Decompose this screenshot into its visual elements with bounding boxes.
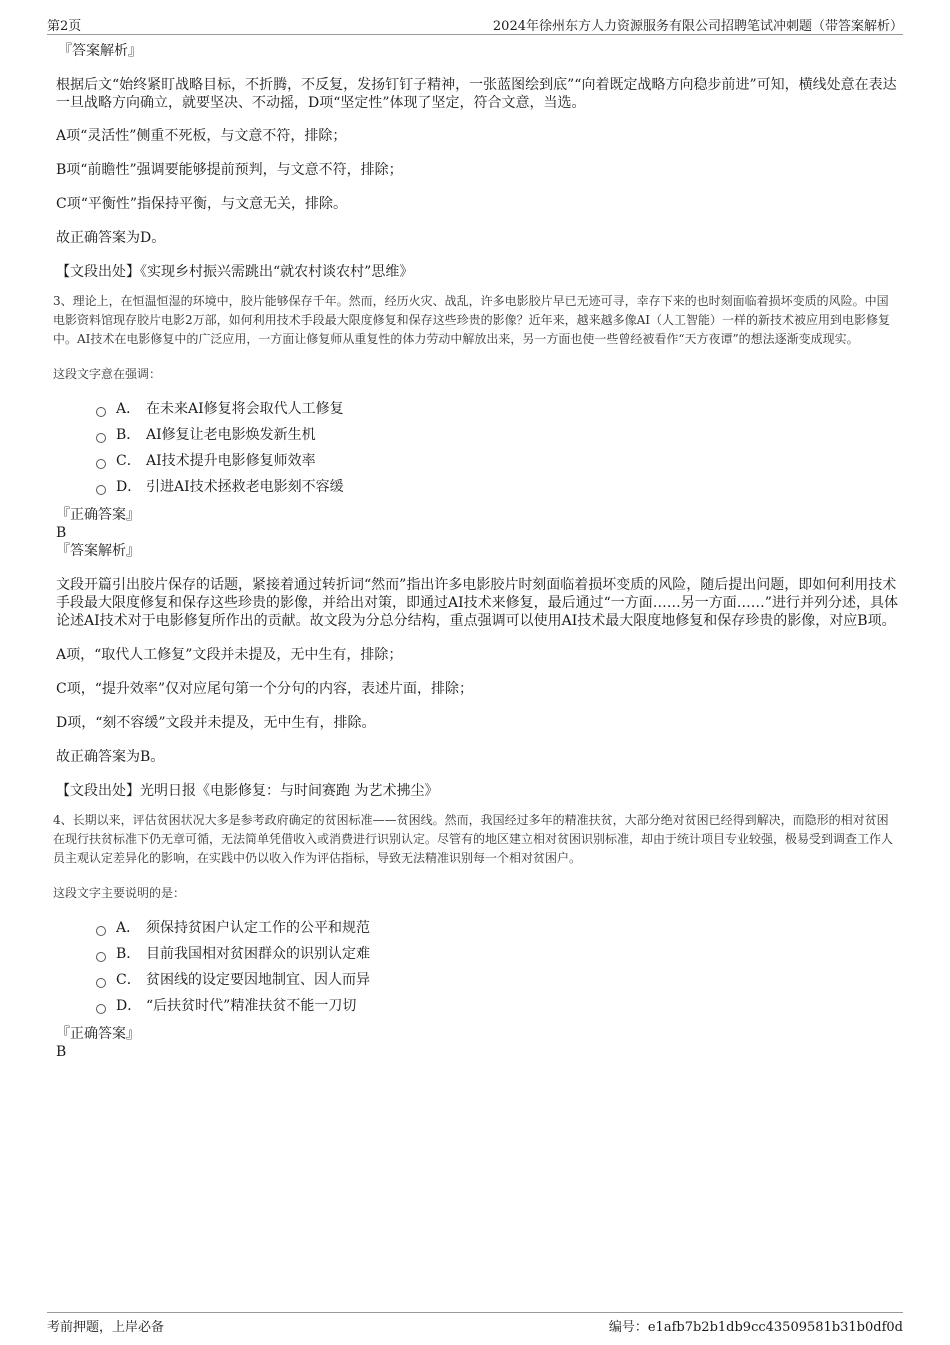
correct-answer-value: B: [56, 525, 67, 541]
conclusion: 故正确答案为D。: [56, 230, 166, 246]
analysis-line: B项“前瞻性”强调要能够提前预判，与文意不符，排除；: [56, 162, 403, 178]
page-header: [47, 14, 903, 35]
option-b[interactable]: [96, 941, 898, 967]
analysis-paragraph: 根据后文“始终紧盯战略目标，不折腾，不反复，发扬钉钉子精神，一张蓝图绘到底”“向着既定战略方向稳步前进”可知，横线处意在表达一旦战略方向确立，就要坚决、不动摇，D项“坚定性”体现了坚定，符合文意，当选。: [56, 77, 897, 111]
option-text: 贫困线的设定要因地制宜、因人而异: [146, 972, 370, 988]
option-list: [96, 915, 898, 1019]
footer-slogan: 考前押题，上岸必备: [47, 1320, 165, 1335]
source-citation: 【文段出处】光明日报《电影修复：与时间赛跑 为艺术拂尘》: [56, 783, 439, 799]
option-letter: D．: [116, 479, 142, 495]
radio-button[interactable]: [96, 952, 106, 962]
analysis-line: D项，“刻不容缓”文段并未提及，无中生有，排除。: [56, 715, 376, 731]
option-letter: B．: [116, 427, 141, 443]
analysis-line: C项“平衡性”指保持平衡，与文意无关，排除。: [56, 196, 348, 212]
question-passage: 4、长期以来，评估贫困状况大多是参考政府确定的贫困标准——贫困线。然而，我国经过多年的精准扶贫，大部分绝对贫困已经得到解决，而隐形的相对贫困在现行扶贫标准下仍无章可循，无法简单凭借收入或消费进行识别认定。尽管有的地区建立相对贫困识别标准，却由于统计项目专业较强，极易受到调查工作人员主观认定差异化的影响，在实践中仍以收入作为评估指标，导致无法精准识别每一个相对贫困户。: [53, 813, 894, 865]
conclusion: 故正确答案为B。: [56, 749, 165, 765]
correct-answer-heading: 『正确答案』: [56, 507, 140, 523]
option-text: 目前我国相对贫困群众的识别认定难: [146, 946, 370, 962]
option-text: 须保持贫困户认定工作的公平和规范: [146, 920, 370, 936]
option-letter: A．: [116, 920, 141, 936]
correct-answer-heading: 『正确答案』: [56, 1026, 140, 1042]
option-list: [96, 396, 898, 500]
page-footer: [47, 1312, 903, 1335]
radio-button[interactable]: [96, 978, 106, 988]
option-letter: A．: [116, 401, 141, 417]
document-title: 2024年徐州东方人力资源服务有限公司招聘笔试冲刺题（带答案解析）: [492, 19, 903, 34]
option-text: AI修复让老电影焕发新生机: [146, 427, 316, 443]
correct-answer-value: B: [56, 1044, 67, 1060]
page-content: [53, 42, 898, 1061]
analysis-paragraph: 文段开篇引出胶片保存的话题，紧接着通过转折词“然而”指出许多电影胶片时刻面临着损坏变质的风险，随后提出问题，即如何利用技术手段最大限度修复和保存这些珍贵的影像，并给出对策，即通过AI技术来修复，最后通过“一方面……另一方面……”进行并列分述，具体论述AI技术对于电影修复所作出的贡献。故文段为分总分结构，重点强调可以使用AI技术最大限度地修复和保存珍贵的影像，对应B项。: [56, 577, 898, 629]
option-c[interactable]: [96, 448, 898, 474]
analysis-line: A项“灵活性”侧重不死板，与文意不符，排除；: [56, 128, 347, 144]
radio-button[interactable]: [96, 433, 106, 443]
document-id: 编号：e1afb7b2b1db9cc43509581b31b0df0d: [608, 1320, 903, 1335]
page-number: 第2页: [47, 19, 82, 34]
option-b[interactable]: [96, 422, 898, 448]
analysis-heading: 『答案解析』: [58, 43, 142, 59]
option-a[interactable]: [96, 396, 898, 422]
option-text: “后扶贫时代”精准扶贫不能一刀切: [146, 998, 357, 1014]
option-letter: D．: [116, 998, 142, 1014]
option-c[interactable]: [96, 967, 898, 993]
radio-button[interactable]: [96, 407, 106, 417]
option-letter: C．: [116, 972, 141, 988]
option-letter: B．: [116, 946, 141, 962]
analysis-line: C项，“提升效率”仅对应尾句第一个分句的内容，表述片面，排除；: [56, 681, 474, 697]
analysis-line: A项，“取代人工修复”文段并未提及，无中生有，排除；: [56, 647, 403, 663]
option-d[interactable]: [96, 993, 898, 1019]
radio-button[interactable]: [96, 926, 106, 936]
option-text: 引进AI技术拯救老电影刻不容缓: [146, 479, 344, 495]
option-a[interactable]: [96, 915, 898, 941]
radio-button[interactable]: [96, 485, 106, 495]
option-text: AI技术提升电影修复师效率: [146, 453, 316, 469]
analysis-heading: 『答案解析』: [56, 543, 140, 559]
question-prompt: 这段文字意在强调：: [53, 367, 162, 381]
option-d[interactable]: [96, 474, 898, 500]
option-text: 在未来AI修复将会取代人工修复: [146, 401, 344, 417]
question-passage: 3、理论上，在恒温恒湿的环境中，胶片能够保存千年。然而，经历火灾、战乱，许多电影胶片早已无迹可寻，幸存下来的也时刻面临着损坏变质的风险。中国电影资料馆现存胶片电影2万部，如何利用技术手段最大限度修复和保存这些珍贵的影像？近年来，越来越多像AI（人工智能）一样的新技术被应用到电影修复中。AI技术在电影修复中的广泛应用，一方面让修复师从重复性的体力劳动中解放出来，另一方面也使一些曾经被看作“天方夜谭”的想法逐渐变成现实。: [53, 294, 891, 346]
radio-button[interactable]: [96, 1004, 106, 1014]
source-citation: 【文段出处】《实现乡村振兴需跳出“就农村谈农村”思维》: [56, 264, 414, 280]
question-prompt: 这段文字主要说明的是：: [53, 886, 186, 900]
radio-button[interactable]: [96, 459, 106, 469]
option-letter: C．: [116, 453, 141, 469]
